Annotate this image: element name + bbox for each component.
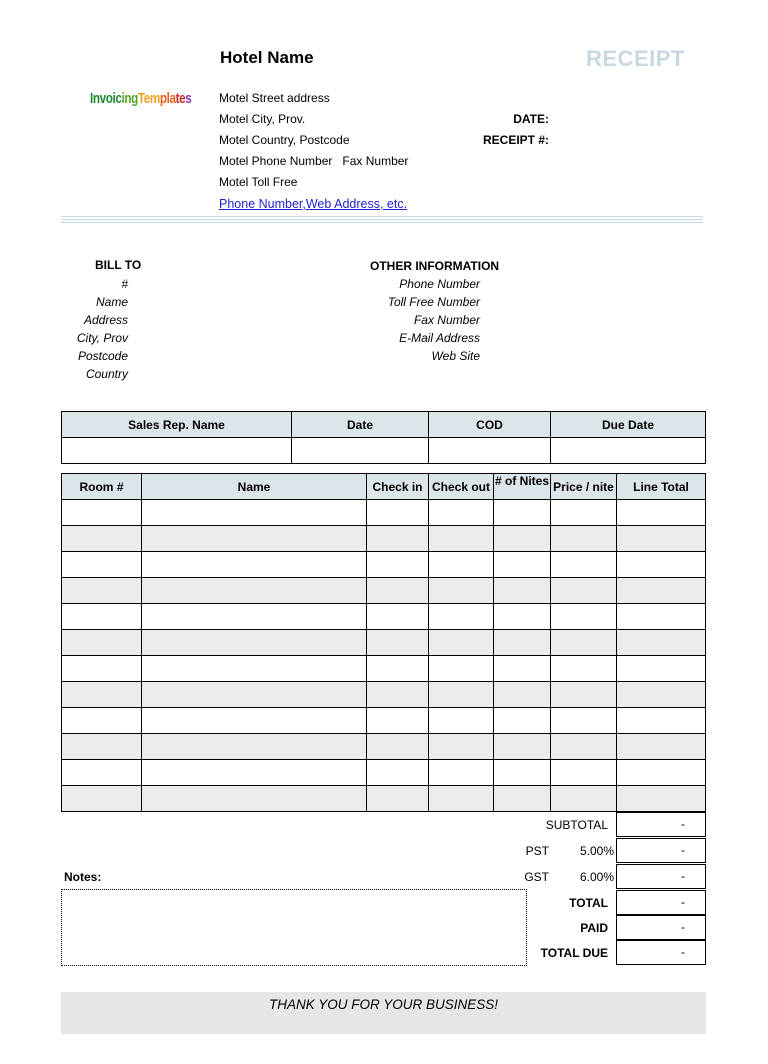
col-date: Date: [292, 412, 429, 438]
table-row[interactable]: [62, 578, 706, 604]
table-row[interactable]: [62, 630, 706, 656]
table-row[interactable]: [62, 708, 706, 734]
sales-rep-cell[interactable]: [62, 438, 292, 464]
toll-free: Motel Toll Free: [219, 175, 298, 189]
other-phone: Phone Number: [399, 277, 480, 291]
bill-to-name: Name: [95, 295, 128, 309]
header-divider: [61, 219, 703, 220]
paid-value[interactable]: -: [616, 915, 706, 940]
col-check-out: Check out: [429, 474, 494, 500]
logo-part: pla: [159, 90, 176, 107]
logo-part: s: [185, 90, 192, 107]
total-due-label: TOTAL DUE: [540, 946, 608, 960]
city-prov: Motel City, Prov.: [219, 112, 306, 126]
date-label: DATE:: [513, 112, 549, 126]
gst-rate[interactable]: 6.00%: [579, 870, 614, 884]
table-row[interactable]: [62, 734, 706, 760]
items-table: [61, 473, 706, 812]
pst-rate[interactable]: 5.00%: [579, 844, 614, 858]
other-fax: Fax Number: [413, 313, 480, 327]
header-divider: [61, 222, 703, 223]
sales-table: [61, 411, 706, 464]
logo-part: ing: [121, 90, 138, 107]
col-price: Price / nite: [551, 474, 617, 500]
bill-to-city: City, Prov: [76, 331, 128, 345]
hotel-name: Hotel Name: [220, 48, 314, 67]
logo: [90, 90, 191, 107]
other-toll-free: Toll Free Number: [387, 295, 480, 309]
col-due-date: Due Date: [551, 412, 706, 438]
subtotal-value[interactable]: -: [616, 812, 706, 837]
header-divider: [61, 216, 703, 217]
bill-to-country: Country: [85, 367, 128, 381]
street-address: Motel Street address: [219, 91, 330, 105]
col-line-total: Line Total: [617, 474, 706, 500]
phone-fax: Motel Phone Number Fax Number: [219, 154, 409, 168]
due-date-cell[interactable]: [551, 438, 706, 464]
table-row[interactable]: [62, 552, 706, 578]
notes-box[interactable]: [61, 889, 527, 966]
logo-part: Invoic: [90, 90, 122, 107]
date-cell[interactable]: [292, 438, 429, 464]
logo-part: te: [175, 90, 186, 107]
table-row[interactable]: [62, 760, 706, 786]
total-value[interactable]: -: [616, 890, 706, 915]
country-postcode: Motel Country, Postcode: [219, 133, 350, 147]
table-row[interactable]: [62, 604, 706, 630]
col-check-in: Check in: [367, 474, 429, 500]
other-email: E-Mail Address: [399, 331, 480, 345]
subtotal-label: SUBTOTAL: [545, 818, 608, 832]
col-cod: COD: [429, 412, 551, 438]
contact-link[interactable]: Phone Number,Web Address, etc.: [219, 197, 408, 211]
other-info-heading: OTHER INFORMATION: [370, 259, 500, 273]
total-due-value[interactable]: -: [616, 940, 706, 965]
logo-part: Tem: [137, 90, 160, 107]
other-website: Web Site: [431, 349, 480, 363]
table-row[interactable]: [62, 656, 706, 682]
paid-label: PAID: [580, 921, 608, 935]
col-sales-rep: Sales Rep. Name: [62, 412, 292, 438]
bill-to-address: Address: [83, 313, 128, 327]
gst-label: GST: [524, 870, 549, 884]
col-room: Room #: [62, 474, 142, 500]
pst-value[interactable]: -: [616, 838, 706, 863]
receipt-number-label: RECEIPT #:: [482, 133, 549, 147]
bill-to-heading: BILL TO: [95, 258, 142, 272]
total-label: TOTAL: [569, 896, 608, 910]
col-nites: # of Nites: [494, 474, 551, 500]
table-row[interactable]: [62, 682, 706, 708]
notes-label: Notes:: [64, 870, 102, 884]
bill-to-postcode: Postcode: [77, 349, 128, 363]
table-row[interactable]: [62, 526, 706, 552]
table-row[interactable]: [62, 786, 706, 812]
gst-value[interactable]: -: [616, 864, 706, 889]
table-row[interactable]: [62, 500, 706, 526]
receipt-title: RECEIPT: [586, 46, 685, 71]
cod-cell[interactable]: [429, 438, 551, 464]
bill-to-number: #: [121, 277, 128, 291]
footer-message: THANK YOU FOR YOUR BUSINESS!: [61, 992, 706, 1034]
col-name: Name: [142, 474, 367, 500]
pst-label: PST: [525, 844, 549, 858]
